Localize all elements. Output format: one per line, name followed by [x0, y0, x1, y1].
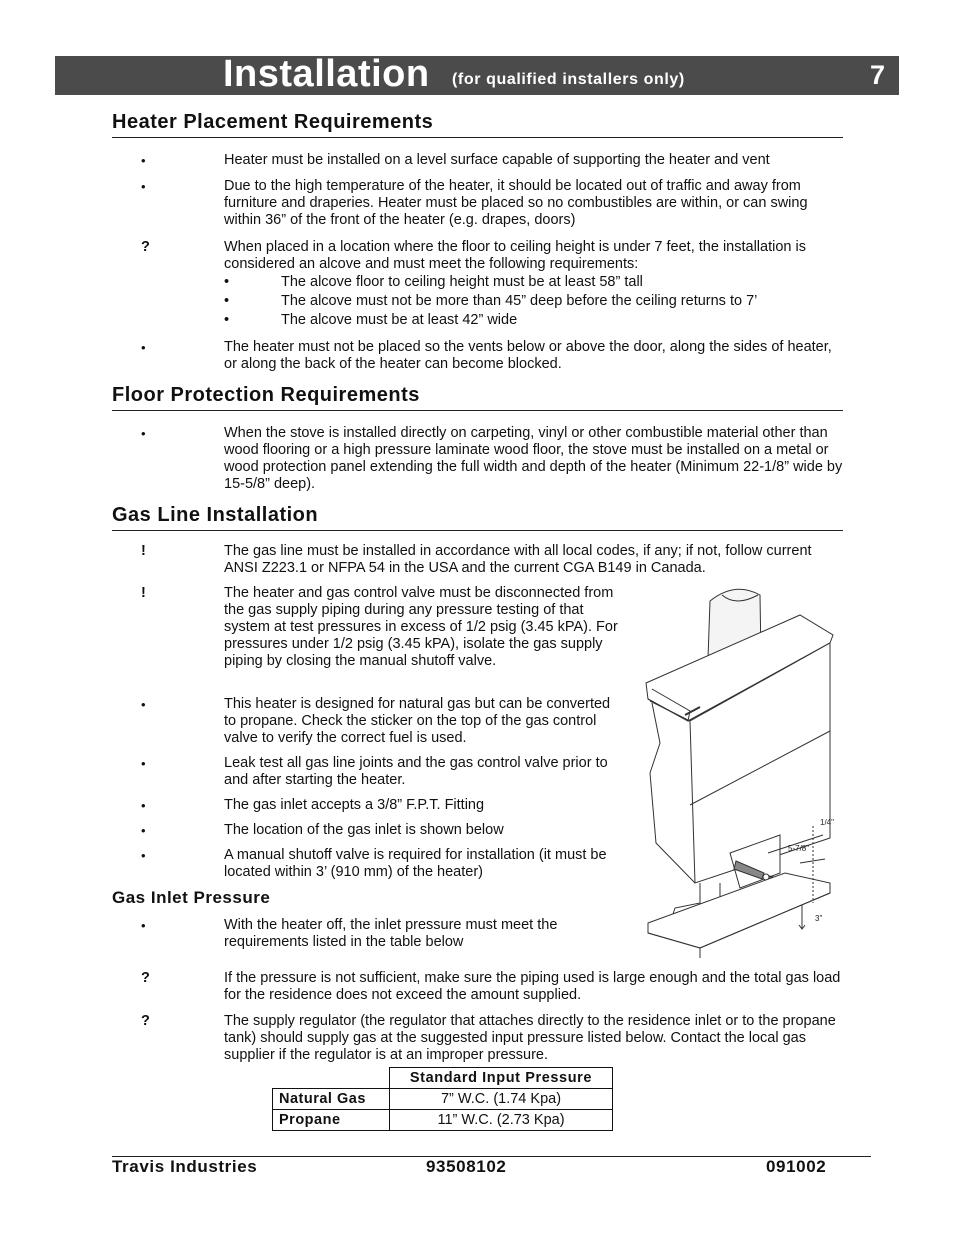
heading-gas-inlet-pressure: Gas Inlet Pressure: [112, 888, 271, 907]
warning-marker: !: [141, 585, 146, 601]
sub-list-item-text: The alcove floor to ceiling height must be at least 58” tall: [281, 274, 643, 290]
list-item-text: The heater must not be placed so the vents below or above the door, along the sides of heater, or along the back of the heater can become blocked.: [224, 339, 832, 372]
question-marker: ?: [141, 239, 150, 255]
sub-bullet: •: [224, 274, 230, 290]
list-item-text: The supply regulator (the regulator that attaches directly to the residence inlet or to the propane tank) should supply gas at the suggested input pressure listed below. Contact the local gas supplier if the regulator is at an improper pressure.: [224, 1013, 836, 1063]
bullet-marker: •: [141, 153, 146, 168]
list-item-text: If the pressure is not sufficient, make sure the piping used is large enough and the total gas load for the residence does not exceed the amount supplied.: [224, 970, 841, 1003]
sub-list-item: [224, 293, 844, 312]
list-item-text: The heater and gas control valve must be disconnected from the gas supply piping during any pressure testing of that system at test pressures in excess of 1/2 psig (3.45 kPA). For pressures under 1/2 psig (3.45 kPA), isolate the gas supply piping by closing the manual shutoff valve.: [224, 585, 618, 669]
footer-date-code: 091002: [766, 1157, 827, 1176]
list-item-text: Due to the high temperature of the heater, it should be located out of traffic and away from furniture and draperies. Heater must be placed so no combustibles are within, or can swing within 36” of the front of the heater (e.g. drapes, doors): [224, 178, 808, 228]
list-item-text: Leak test all gas line joints and the gas control valve prior to and after starting the heater.: [224, 755, 608, 788]
heading-heater-placement: Heater Placement Requirements: [112, 111, 843, 138]
list-item-text: With the heater off, the inlet pressure must meet the requirements listed in the table below: [224, 917, 558, 950]
list-item-content: [224, 239, 844, 331]
dimension-label-three: 3": [815, 914, 823, 923]
bullet-marker: •: [141, 756, 146, 771]
bullet-marker: •: [141, 697, 146, 712]
list-item-text: When placed in a location where the floor to ceiling height is under 7 feet, the installation is considered an alcove and must meet the following requirements:: [224, 239, 806, 272]
bullet-marker: •: [141, 798, 146, 813]
list-item-text: The location of the gas inlet is shown below: [224, 822, 504, 838]
question-marker: ?: [141, 970, 150, 986]
bullet-marker: •: [141, 340, 146, 355]
list-item-text: When the stove is installed directly on carpeting, vinyl or other combustible material other than wood flooring or a high pressure laminate wood floor, the stove must be installed on a metal or wood protection panel extending the full width and depth of the heater (Minimum 22-1/8” wide by 15-5/8” deep).: [224, 425, 843, 492]
row-value: 7” W.C. (1.74 Kpa): [390, 1089, 613, 1110]
dimension-label-quarter: 1/4": [820, 818, 834, 827]
heater-gas-inlet-diagram: [640, 583, 840, 963]
row-label: Propane: [273, 1110, 390, 1131]
sub-list-item: [224, 274, 844, 293]
table-header-cell: Standard Input Pressure: [390, 1068, 613, 1089]
heading-floor-protection: Floor Protection Requirements: [112, 384, 843, 411]
list-item-text: The gas line must be installed in accordance with all local codes, if any; if not, follow current ANSI Z223.1 or NFPA 54 in the USA and the current CGA B149 in Canada.: [224, 543, 812, 576]
sub-list-item-text: The alcove must not be more than 45” deep before the ceiling returns to 7’: [281, 293, 758, 309]
list-item-text: Heater must be installed on a level surface capable of supporting the heater and vent: [224, 152, 770, 168]
table-header-row: [273, 1068, 613, 1089]
page-subtitle: (for qualified installers only): [452, 71, 685, 88]
bullet-marker: •: [141, 426, 146, 441]
sub-bullet: •: [224, 312, 230, 328]
page-header: [55, 53, 899, 95]
bullet-marker: •: [141, 823, 146, 838]
page-number: 7: [869, 60, 885, 90]
row-value: 11” W.C. (2.73 Kpa): [390, 1110, 613, 1131]
bullet-marker: •: [141, 179, 146, 194]
question-marker: ?: [141, 1013, 150, 1029]
table-row: [273, 1110, 613, 1131]
pressure-table: [272, 1067, 613, 1131]
table-row: [273, 1089, 613, 1110]
page-title: Installation: [223, 53, 430, 95]
sub-list-item-text: The alcove must be at least 42” wide: [281, 312, 518, 328]
dimension-label-five-seven-eighths: 5-7/8": [788, 844, 810, 853]
list-item-text: This heater is designed for natural gas but can be converted to propane. Check the sticker on the top of the gas control valve to verify the correct fuel is used.: [224, 696, 611, 746]
bullet-marker: •: [141, 848, 146, 863]
table-corner-cell: [273, 1068, 390, 1089]
list-item-text: A manual shutoff valve is required for installation (it must be located within 3’ (910 mm) of the heater): [224, 847, 607, 880]
list-item-text: The gas inlet accepts a 3/8” F.P.T. Fitting: [224, 797, 485, 813]
heading-gas-line: Gas Line Installation: [112, 504, 843, 531]
warning-marker: !: [141, 543, 146, 559]
bullet-marker: •: [141, 918, 146, 933]
footer-company: Travis Industries: [112, 1157, 258, 1176]
sub-bullet: •: [224, 293, 230, 309]
footer-part-number: 93508102: [426, 1157, 507, 1176]
sub-list-item: [224, 312, 844, 331]
row-label: Natural Gas: [273, 1089, 390, 1110]
